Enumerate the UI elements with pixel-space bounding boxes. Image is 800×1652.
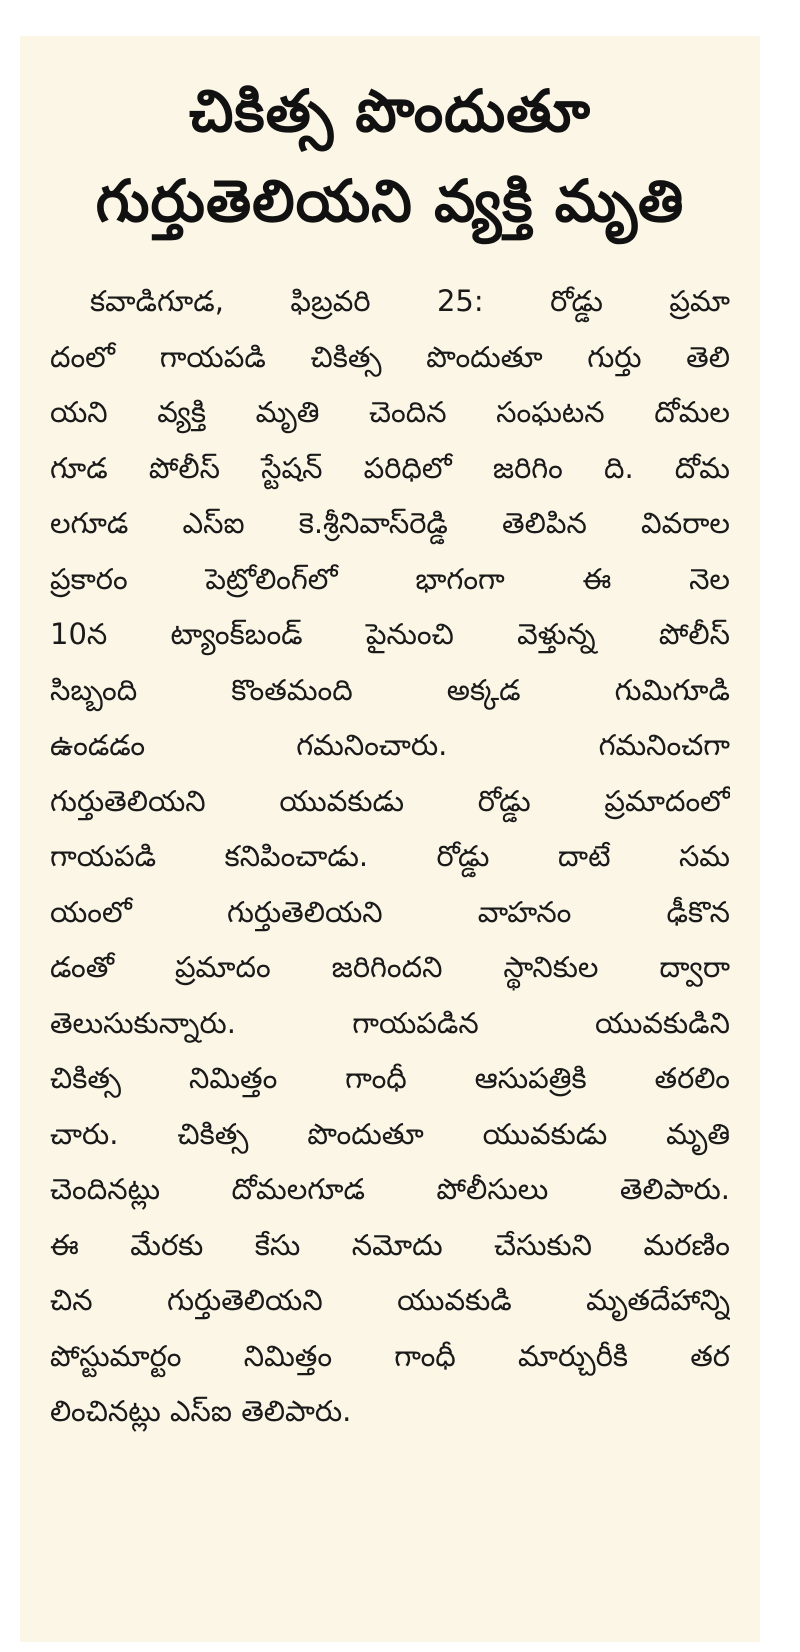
- body-line: దంలో గాయపడి చికిత్స పొందుతూ గుర్తు తెలి: [50, 339, 730, 374]
- body-line: కవాడిగూడ, ఫిబ్రవరి 25: రోడ్డు ప్రమా: [90, 284, 730, 318]
- body-line: యంలో గుర్తుతెలియని వాహనం ఢీకొన: [50, 894, 730, 929]
- body-line: డంతో ప్రమాదం జరిగిందని స్థానికుల ద్వారా: [50, 950, 730, 984]
- body-line: ప్రకారం పెట్రోలింగ్‌లో భాగంగా ఈ నెల: [50, 561, 730, 596]
- headline-line-2: గుర్తుతెలియని వ్యక్తి మృతి: [95, 167, 685, 235]
- body-line: యని వ్యక్తి మృతి చెందిన సంఘటన దోమల: [50, 395, 730, 429]
- body-line: లించినట్లు ఎస్ఐ తెలిపారు.: [50, 1394, 352, 1428]
- news-clipping: [20, 36, 760, 1642]
- body-line: చెందినట్లు దోమలగూడ పోలీసులు తెలిపారు.: [50, 1172, 730, 1206]
- body-line: చిన గుర్తుతెలియని యువకుడి మృతదేహాన్ని: [50, 1283, 730, 1317]
- body-line: గుర్తుతెలియని యువకుడు రోడ్డు ప్రమాదంలో: [50, 783, 730, 818]
- body-line: తెలుసుకున్నారు. గాయపడిన యువకుడిని: [50, 1005, 730, 1040]
- body-line: ఉండడం గమనించారు. గమనించగా: [50, 728, 730, 762]
- body-line: సిబ్బంది కొంతమంది అక్కడ గుమిగూడి: [50, 672, 730, 707]
- body-line: గూడ పోలీస్ స్టేషన్ పరిధిలో జరిగిం ది. దోమ: [50, 450, 730, 485]
- body-line: చారు. చికిత్స పొందుతూ యువకుడు మృతి: [50, 1116, 730, 1151]
- body-line: లగూడ ఎస్ఐ కె.శ్రీనివాస్‌రెడ్డి తెలిపిన వివరాల: [50, 506, 730, 540]
- body-line: చికిత్స నిమిత్తం గాంధీ ఆసుపత్రికి తరలిం: [50, 1061, 730, 1095]
- body-line: పోస్టుమార్టం నిమిత్తం గాంధీ మార్చురీకి తర: [50, 1338, 730, 1373]
- body-line: గాయపడి కనిపించాడు. రోడ్డు దాటే సమ: [50, 839, 730, 873]
- body-line: ఈ మేరకు కేసు నమోదు చేసుకుని మరణిం: [50, 1227, 730, 1262]
- body-line: 10న ట్యాంక్‌బండ్ పైనుంచి వెళ్తున్న పోలీస్: [50, 617, 730, 651]
- headline-line-1: చికిత్స పొందుతూ: [188, 77, 592, 145]
- article-body: [50, 274, 730, 1440]
- headline: [50, 66, 730, 246]
